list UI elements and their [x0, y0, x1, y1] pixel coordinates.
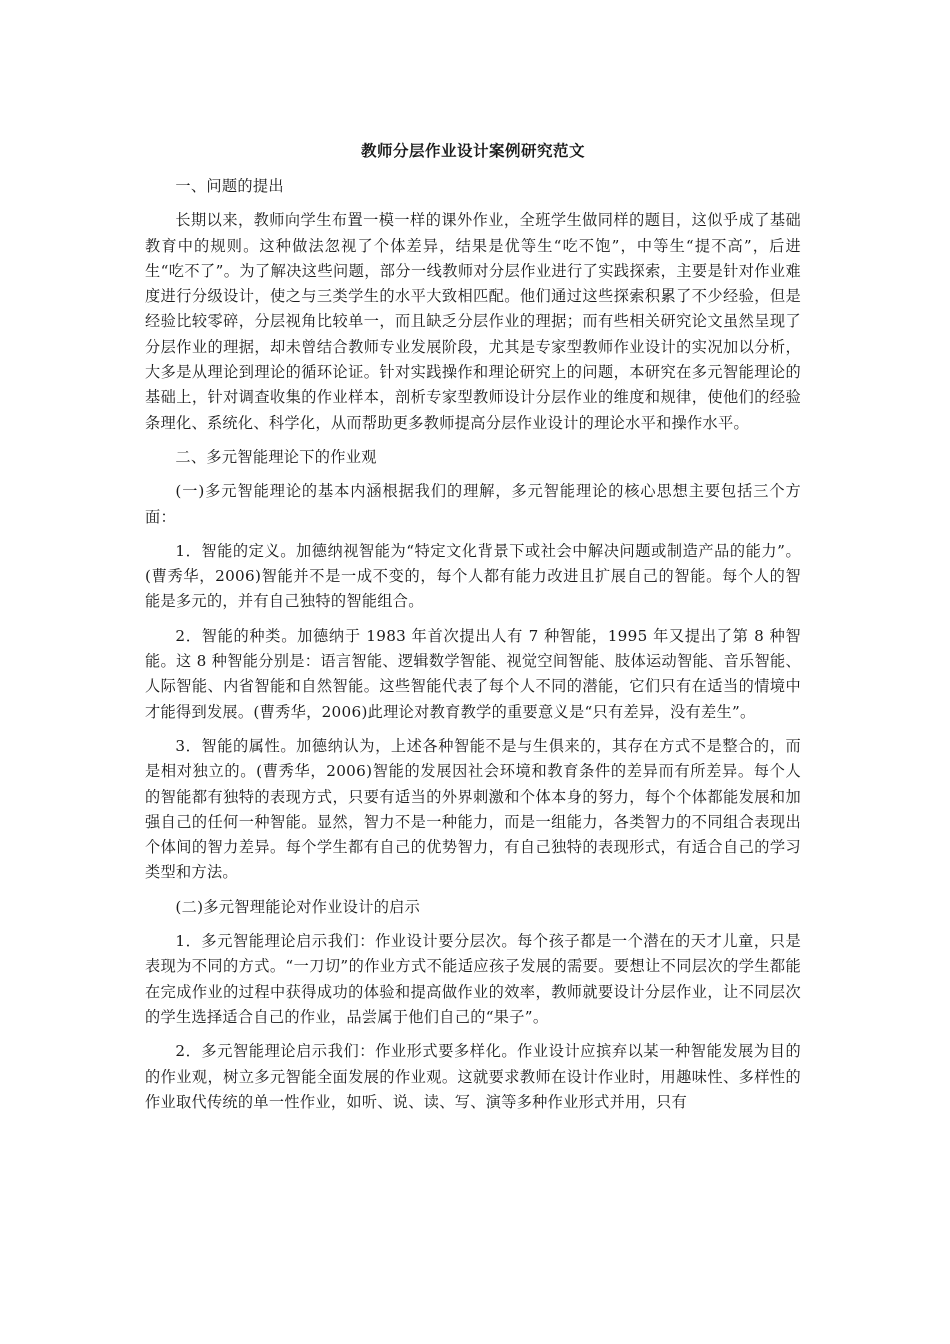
paragraph-intelligence-attributes: 3．智能的属性。加德纳认为，上述各种智能不是与生俱来的，其存在方式不是整合的，而是相对独立的。(曹秀华，2006)智能的发展因社会环境和教育条件的差异而有所差异。每个人的智能都有独特的表现方式，只要有适当的外界刺激和个体本身的努力，每个个体都能发展和加强自己的任何一种智能。显然，智力不是一种能力，而是一组能力，各类智力的不同组合表现出个体间的智力差异。每个学生都有自己的优势智力，有自己独特的表现形式，有适合自己的学习类型和方法。 [145, 736, 801, 882]
section-heading-multiple-intelligences: 二、多元智能理论下的作业观 [175, 447, 377, 466]
section-heading-problem: 一、问题的提出 [175, 177, 284, 195]
paragraph-intelligence-definition: 1．智能的定义。加德纳视智能为“特定文化背景下或社会中解决问题或制造产品的能力”。(曹秀华，2006)智能并不是一成不变的，每个人都有能力改进且扩展自己的智能。每个人的智能是多元的，并有自己独特的智能组合。 [145, 541, 801, 611]
subsection-heading-implications: (二)多元智理能论对作业设计的启示 [175, 897, 421, 916]
paragraph-basic-connotation: (一)多元智能理论的基本内涵根据我们的理解，多元智能理论的核心思想主要包括三个方面： [145, 482, 801, 526]
document-body [145, 138, 801, 1124]
paragraph-layered-homework: 1．多元智能理论启示我们：作业设计要分层次。每个孩子都是一个潜在的天才儿童，只是表现为不同的方式。“一刀切”的作业方式不能适应孩子发展的需要。要想让不同层次的学生都能在完成作业的过程中获得成功的体验和提高做作业的效率，教师就要设计分层作业，让不同层次的学生选择适合自己的作业，品尝属于他们自己的“果子”。 [145, 932, 801, 1026]
paragraph-diverse-homework: 2．多元智能理论启示我们：作业形式要多样化。作业设计应摈弃以某一种智能发展为目的的作业观，树立多元智能全面发展的作业观。这就要求教师在设计作业时，用趣味性、多样性的作业取代传统的单一性作业，如听、说、读、写、演等多种作业形式并用，只有 [145, 1042, 801, 1111]
document-title: 教师分层作业设计案例研究范文 [360, 142, 585, 160]
paragraph-intelligence-types: 2．智能的种类。加德纳于 1983 年首次提出人有 7 种智能，1995 年又提出了第 8 种智能。这 8 种智能分别是：语言智能、逻辑数学智能、视觉空间智能、肢体运动智能、音乐智能、人际智能、内省智能和自然智能。这些智能代表了每个人不同的潜能，它们只有在适当的情境中才能得到发展。(曹秀华，2006)此理论对教育教学的重要意义是“只有差异，没有差生”。 [145, 626, 801, 721]
paragraph-problem: 长期以来，教师向学生布置一模一样的课外作业，全班学生做同样的题目，这似乎成了基础教育中的规则。这种做法忽视了个体差异，结果是优等生“吃不饱”，中等生“提不高”，后进生“吃不了”。为了解决这些问题，部分一线教师对分层作业进行了实践探索，主要是针对作业难度进行分级设计，使之与三类学生的水平大致相匹配。他们通过这些探索积累了不少经验，但是经验比较零碎，分层视角比较单一，而且缺乏分层作业的理据；而有些相关研究论文虽然呈现了分层作业的理据，却未曾结合教师专业发展阶段，尤其是专家型教师作业设计的实况加以分析，大多是从理论到理论的循环论证。针对实践操作和理论研究上的问题，本研究在多元智能理论的基础上，针对调查收集的作业样本，剖析专家型教师设计分层作业的维度和规律，使他们的经验条理化、系统化、科学化，从而帮助更多教师提高分层作业设计的理论水平和操作水平。 [145, 211, 801, 432]
